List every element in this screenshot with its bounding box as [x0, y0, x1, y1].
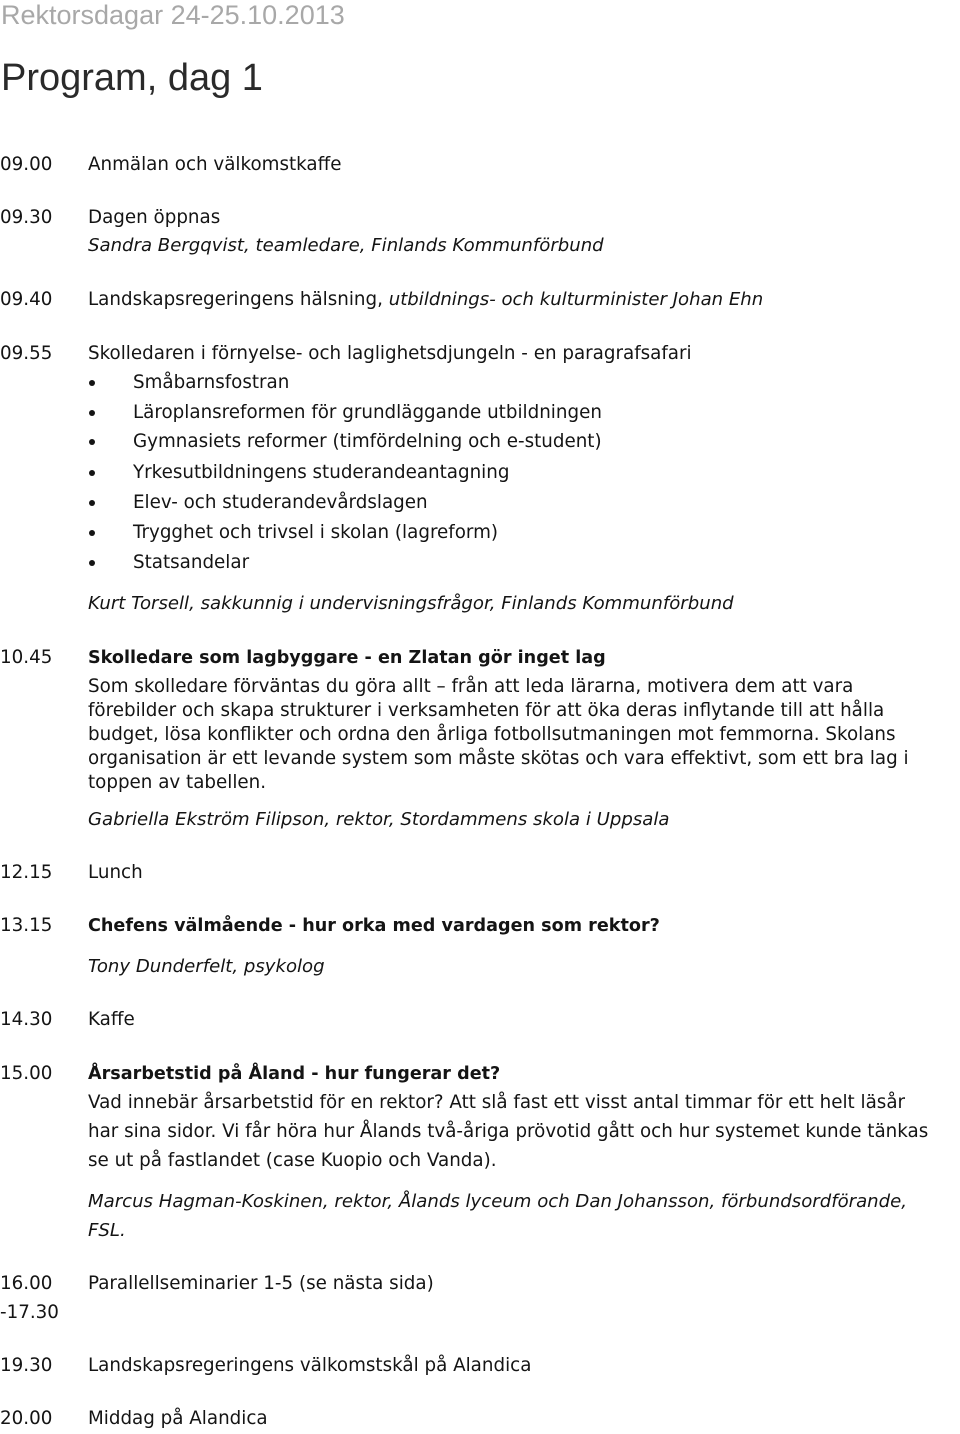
entry-speaker: Sandra Bergqvist, teamledare, Finlands Kommunförbund: [88, 235, 604, 256]
entry-speaker: Tony Dunderfelt, psykolog: [88, 956, 325, 977]
entry-speaker: utbildnings- och kulturminister Johan Ehn: [388, 289, 764, 310]
entry-time: 09.30: [0, 207, 53, 228]
entry-time: 10.45: [0, 647, 53, 668]
topic-item: Yrkesutbildningens studerandeantagning: [133, 462, 510, 483]
entry-speaker: FSL.: [88, 1220, 126, 1241]
entry-time: 13.15: [0, 915, 53, 936]
entry-title: Landskapsregeringens välkomstskål på Alandica: [88, 1355, 532, 1376]
entry-title: Parallellseminarier 1-5 (se nästa sida): [88, 1273, 434, 1294]
entry-time-end: -17.30: [0, 1302, 59, 1323]
description-line: Vad innebär årsarbetstid för en rektor? Att slå fast ett visst antal timmar för ett helt läsår: [88, 1092, 906, 1113]
bullet-dot: [89, 410, 95, 416]
entry-title: Kaffe: [88, 1009, 135, 1030]
description-line: organisation är ett levande system som måste skötas och vara effektivt, som ett bra lag i: [88, 748, 909, 769]
entry-title: Skolledaren i förnyelse- och laglighetsdjungeln - en paragrafsafari: [88, 343, 692, 364]
topic-item: Läroplansreformen för grundläggande utbildningen: [133, 402, 602, 423]
entry-title: Årsarbetstid på Åland - hur fungerar det?: [88, 1064, 501, 1084]
entry-time: 12.15: [0, 862, 53, 883]
entry-title: Lunch: [88, 862, 143, 883]
entry-time: 09.55: [0, 343, 53, 364]
description-line: se ut på fastlandet (case Kuopio och Vanda).: [88, 1150, 497, 1171]
entry-title: Dagen öppnas: [88, 207, 221, 228]
description-line: budget, lösa konflikter och ordna den årliga fotbollsutmaningen mot femmorna. Skolans: [88, 724, 896, 745]
entry-speaker: Marcus Hagman-Koskinen, rektor, Ålands lyceum och Dan Johansson, förbundsordförande,: [88, 1191, 907, 1212]
entry-speaker: Gabriella Ekström Filipson, rektor, Stordammens skola i Uppsala: [88, 809, 670, 830]
description-line: har sina sidor. Vi får höra hur Ålands två-åriga prövotid gått och hur systemet kunde tänkas: [88, 1121, 929, 1142]
event-header: Rektorsdagar 24-25.10.2013: [1, 0, 345, 30]
entry-title: Skolledare som lagbyggare - en Zlatan gör inget lag: [88, 648, 606, 668]
entry-time: 09.00: [0, 154, 53, 175]
entry-time: 16.00: [0, 1273, 53, 1294]
entry-title: Middag på Alandica: [88, 1408, 268, 1429]
entry-title: Landskapsregeringens hälsning,: [88, 289, 383, 310]
entry-time: 19.30: [0, 1355, 53, 1376]
description-line: förebilder och skapa strukturer i verksamheten för att öka deras inflytande till att hålla: [88, 700, 885, 721]
topic-item: Statsandelar: [133, 552, 250, 573]
entry-title: Anmälan och välkomstkaffe: [88, 154, 342, 175]
entry-time: 14.30: [0, 1009, 53, 1030]
topic-item: Elev- och studerandevårdslagen: [133, 492, 428, 513]
bullet-dot: [89, 470, 95, 476]
entry-time: 15.00: [0, 1063, 53, 1084]
page-title: Program, dag 1: [1, 57, 263, 99]
description-line: toppen av tabellen.: [88, 772, 267, 793]
topic-item: Småbarnsfostran: [133, 372, 290, 393]
entry-title: Chefens välmående - hur orka med vardagen som rektor?: [88, 916, 660, 936]
entry-time: 20.00: [0, 1408, 53, 1429]
topic-item: Trygghet och trivsel i skolan (lagreform): [133, 522, 499, 543]
entry-speaker: Kurt Torsell, sakkunnig i undervisningsfrågor, Finlands Kommunförbund: [88, 593, 734, 614]
bullet-dot: [89, 560, 95, 566]
bullet-dot: [89, 530, 95, 536]
entry-title-line: [88, 288, 763, 312]
bullet-dot: [89, 439, 95, 445]
topic-item: Gymnasiets reformer (timfördelning och e-student): [133, 431, 602, 452]
bullet-dot: [89, 380, 95, 386]
bullet-dot: [89, 500, 95, 506]
entry-time: 09.40: [0, 289, 53, 310]
description-line: Som skolledare förväntas du göra allt – från att leda lärarna, motivera dem att vara: [88, 676, 854, 697]
